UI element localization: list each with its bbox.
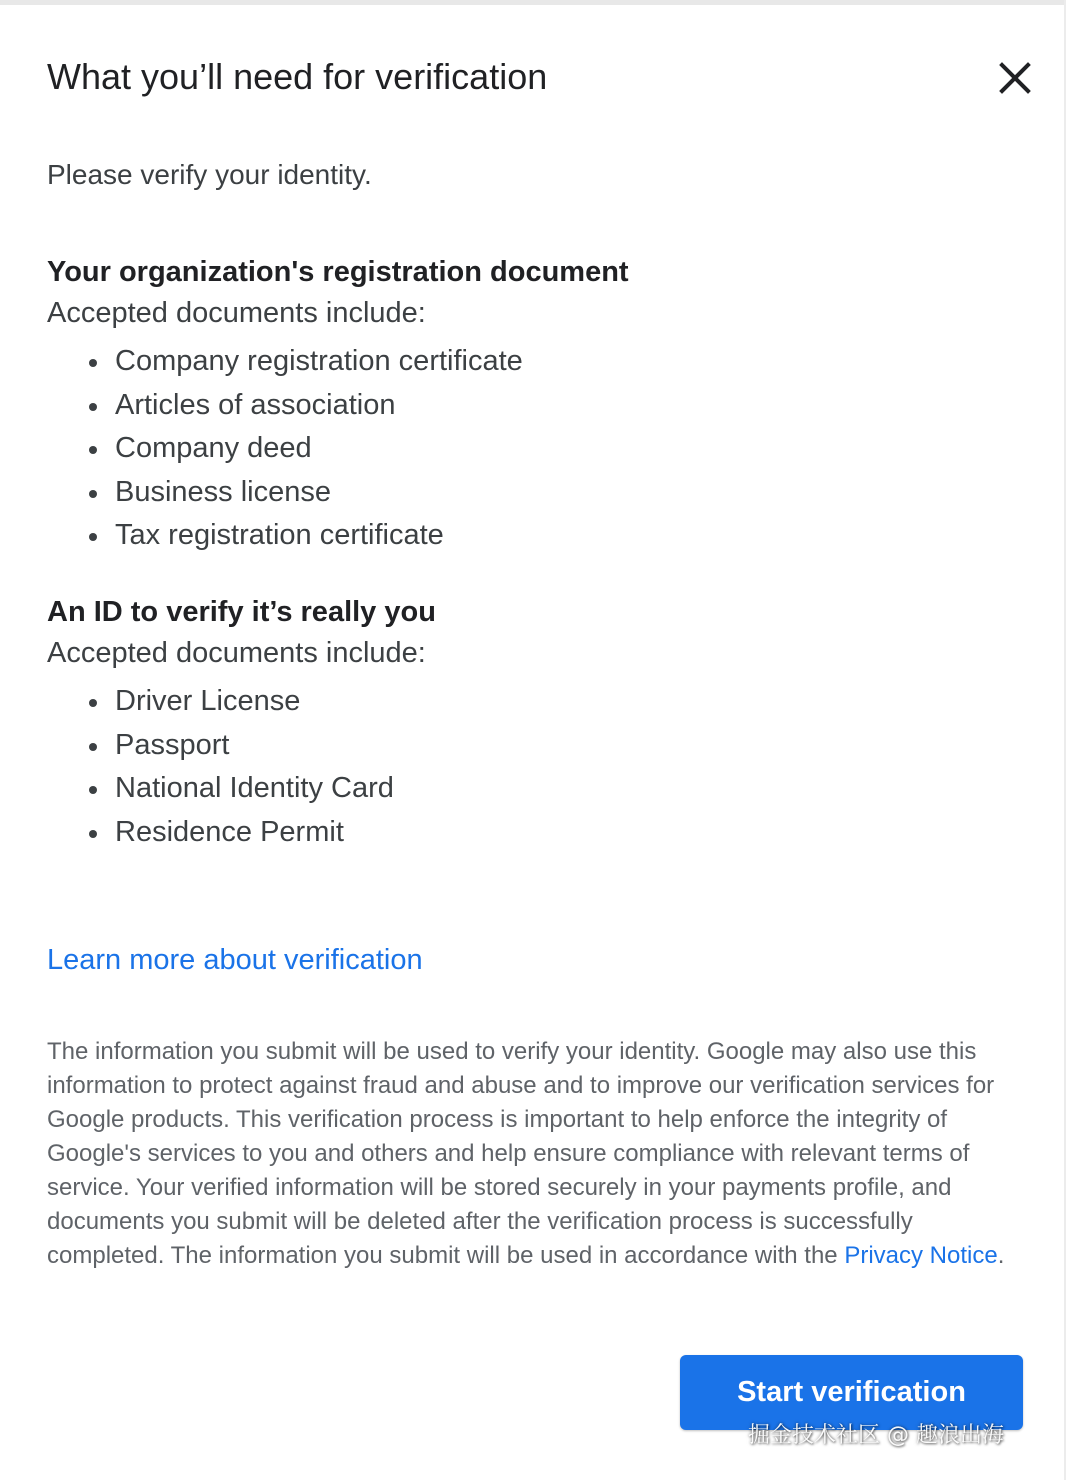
document-list (47, 340, 1007, 558)
bullet-icon (89, 830, 97, 838)
list-item-label: Driver License (115, 685, 301, 717)
watermark: 掘金技术社区 @ 趣浪出海 (748, 1423, 1004, 1448)
list-item (47, 471, 1007, 515)
bullet-icon (89, 359, 97, 367)
list-item-label: Company registration certificate (115, 345, 523, 377)
list-item (47, 680, 1007, 724)
verification-dialog (0, 5, 1064, 1480)
disclaimer-period: . (997, 1242, 1005, 1269)
bullet-icon (89, 490, 97, 498)
list-item-label: National Identity Card (115, 772, 394, 804)
registration-document-section (47, 252, 1007, 558)
section-heading: An ID to verify it’s really you (47, 596, 436, 628)
list-item-label: Residence Permit (115, 815, 344, 848)
list-item (47, 384, 1007, 428)
close-button[interactable] (994, 57, 1036, 99)
dialog-title: What you’ll need for verification (47, 56, 548, 97)
bullet-icon (89, 786, 97, 794)
bullet-icon (89, 403, 97, 411)
list-item-label: Articles of association (115, 388, 396, 421)
identity-document-section (47, 592, 1007, 854)
list-item (47, 514, 1007, 558)
disclaimer-text: The information you submit will be used to verify your identity. Google may also use this information to protect against fraud and abuse and to improve our verification services for Google products. This verification process is important to help enforce the integrity of Google's services to you and others and help ensure compliance with relevant terms of service. Your verified information will be stored securely in your payments profile, and documents you submit will be deleted after the verification process is successfully completed. The information you submit will be used in accordance with the (47, 1038, 995, 1269)
privacy-disclaimer (47, 1035, 1032, 1273)
close-icon (994, 57, 1036, 99)
bullet-icon (89, 533, 97, 541)
bullet-icon (89, 446, 97, 454)
bullet-icon (89, 743, 97, 751)
intro-text: Please verify your identity. (47, 159, 372, 190)
start-verification-button[interactable]: Start verification (680, 1355, 1023, 1430)
privacy-notice-link[interactable]: Privacy Notice (844, 1242, 998, 1269)
list-item (47, 340, 1007, 384)
section-heading: Your organization's registration document (47, 256, 629, 288)
list-item (47, 767, 1007, 811)
list-item-label: Tax registration certificate (115, 519, 444, 551)
document-list (47, 680, 1007, 854)
list-item-label: Business license (115, 475, 331, 508)
list-item (47, 811, 1007, 855)
list-item (47, 427, 1007, 471)
learn-more-link[interactable]: Learn more about verification (47, 944, 423, 976)
section-subheading: Accepted documents include: (47, 297, 426, 329)
list-item (47, 724, 1007, 768)
list-item-label: Passport (115, 728, 230, 761)
bullet-icon (89, 699, 97, 707)
list-item-label: Company deed (115, 432, 312, 464)
section-subheading: Accepted documents include: (47, 637, 426, 669)
